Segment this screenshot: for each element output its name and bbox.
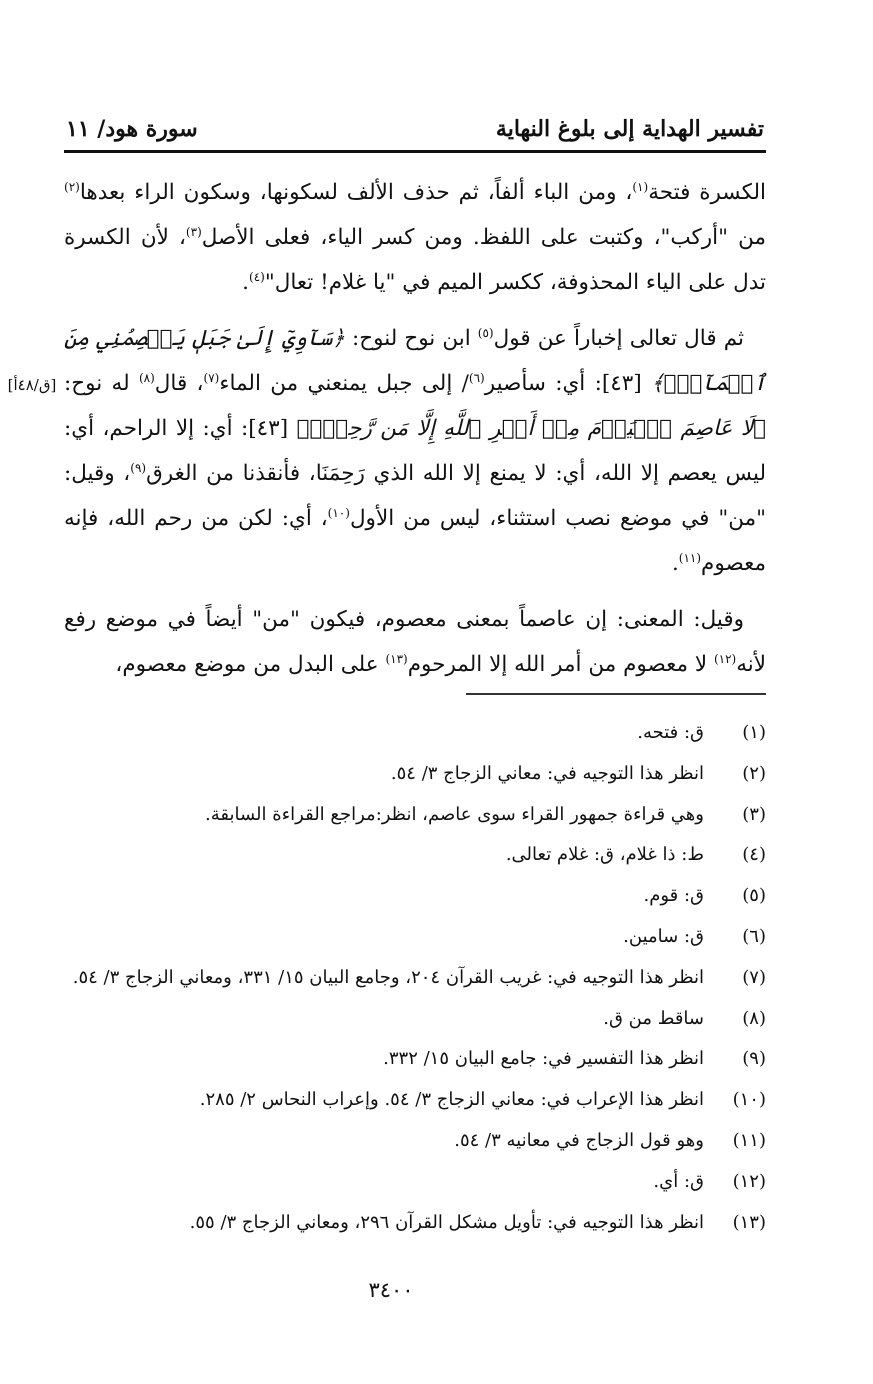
footnote-text: ق: فتحه. (637, 722, 704, 743)
running-header (66, 112, 764, 146)
footnote-text: انظر هذا التوجيه في: تأويل مشكل القرآن ٢٩٦، ومعاني الزجاج ٣/ ٥٥. (189, 1211, 704, 1233)
footnote-marker: (٤) (249, 269, 265, 284)
footnote-marker: (٣) (185, 224, 202, 239)
text-segment: ثم قال تعالى إخباراً عن قول (493, 326, 744, 351)
footnote-number: (٦) (742, 925, 766, 947)
text-segment: ، وقيل: "من" في موضع نصب استثناء، ليس من الأول (64, 461, 766, 531)
text-segment: ، لأن الكسرة تدل على الياء المحذوفة، ككسر الميم في "يا غلام! تعال" (64, 225, 766, 295)
footnote-marker: (٨) (138, 370, 155, 385)
text-segment: له نوح: (64, 371, 139, 396)
footnote-text: ساقط من ق. (603, 1007, 704, 1029)
text-segment: الكسرة فتحة (648, 180, 766, 205)
footnote-item (90, 763, 766, 804)
footnote-item (90, 1048, 766, 1089)
footnote-text: انظر هذا التوجيه في: غريب القرآن ٢٠٤، وجامع البيان ١٥/ ٣٣١، ومعاني الزجاج ٣/ ٥٤. (72, 966, 704, 988)
footnote-text: ط: ذا غلام، ق: غلام تعالى. (505, 844, 704, 866)
footnote-item (90, 1171, 766, 1212)
footnote-number: (١) (742, 722, 766, 743)
paragraph (64, 316, 766, 586)
text-segment: [٤٣]: أي: إلا الراحم، أي: ليس يعصم إلا الله، أي: لا يمنع إلا الله الذي رَحِمَنَا، فأنقذنا من الغرق (64, 416, 766, 486)
footnote-number: (١٠) (732, 1089, 766, 1111)
footnote-marker: (٦) (468, 370, 485, 385)
footnote-text: انظر هذا التوجيه في: معاني الزجاج ٣/ ٥٤. (390, 762, 704, 784)
footnote-number: (٩) (742, 1048, 766, 1070)
footnote-marker: (١) (632, 179, 649, 194)
surah-label: سورة هود/ ١١ (66, 116, 198, 142)
footnote-item (90, 1212, 766, 1253)
footnote-number: (٨) (742, 1007, 766, 1029)
footnote-item (72, 966, 766, 1008)
margin-manuscript-ref: [ق/٤٨أ] (7, 376, 57, 394)
page-number: ٣٤٠٠ (368, 1278, 414, 1302)
footnote-marker: (١٣) (385, 651, 408, 666)
footnote-number: (٥) (742, 885, 766, 907)
footnote-item (90, 885, 766, 926)
quran-quote: ﴿سَآوِيٓ إِلَىٰ جَبَلٖ يَعۡصِمُنِي مِنَ ٱلۡمَآءِۚ﴾ (64, 326, 766, 396)
footnote-marker: (١٠) (327, 505, 350, 520)
footnote-marker: (٩) (130, 460, 147, 475)
text-segment: من "أركب"، وكتبت على اللفظ. ومن كسر الياء، فعلى الأصل (201, 225, 766, 250)
text-segment: ، أي: لكن من رحم الله، فإنه معصوم (64, 506, 766, 576)
footnote-text: وهو قول الزجاج في معانيه ٣/ ٥٤. (454, 1129, 704, 1151)
footnote-text: ق: قوم. (643, 885, 704, 907)
footnote-number: (١٢) (732, 1170, 766, 1192)
footnote-marker: (٢) (64, 179, 80, 194)
text-segment: [٤٣]: أي: سأصير (484, 371, 652, 396)
paragraph (64, 597, 766, 687)
quran-quote: ﴿لَا عَاصِمَ ٱلۡيَوۡمَ مِنۡ أَمۡرِ ٱللَّهِ إِلَّا مَن رَّحِمَۚ﴾ (296, 416, 766, 441)
footnote-separator (466, 693, 766, 695)
header-rule (64, 150, 766, 153)
footnote-number: (٣) (742, 803, 766, 825)
text-segment: . (242, 270, 250, 295)
footnote-item (90, 926, 766, 967)
text-segment: . (671, 551, 679, 576)
footnote-item (90, 844, 766, 885)
footnote-text: ق: سامين. (623, 925, 704, 947)
footnote-number: (١١) (732, 1129, 766, 1151)
footnote-number: (٧) (742, 966, 766, 988)
footnote-item (90, 804, 766, 845)
text-segment: / إلى جبل يمنعني من الماء (219, 371, 469, 396)
footnote-marker: (١١) (678, 550, 702, 565)
footnote-item (90, 722, 766, 763)
footnotes (72, 722, 766, 1252)
text-segment: ، قال (154, 371, 204, 396)
footnote-item (90, 1008, 766, 1049)
paragraph (64, 170, 766, 305)
footnote-item (90, 1130, 766, 1171)
footnote-number: (٢) (742, 762, 766, 784)
footnote-text: انظر هذا التفسير في: جامع البيان ١٥/ ٣٣٢. (383, 1048, 704, 1070)
text-segment: ، ومن الباء ألفاً، ثم حذف الألف لسكونها، وسكون الراء بعدها (79, 180, 633, 205)
footnote-marker: (٥) (477, 325, 494, 340)
book-title: تفسير الهداية إلى بلوغ النهاية (495, 116, 764, 142)
footnote-marker: (٧) (203, 370, 220, 385)
footnote-number: (٤) (742, 844, 766, 866)
text-segment: لا معصوم من أمر الله إلا المرحوم (407, 652, 714, 677)
footnote-text: ق: أي. (653, 1170, 704, 1192)
text-segment: ابن نوح لنوح: (344, 326, 478, 351)
footnote-text: وهي قراءة جمهور القراء سوى عاصم، انظر:مراجع القراءة السابقة. (205, 803, 704, 825)
footnote-item (90, 1089, 766, 1130)
text-segment: على البدل من موضع معصوم، (115, 652, 386, 677)
text-segment: وقيل: المعنى: إن عاصماً بمعنى معصوم، فيكون "من" أيضاً في موضع رفع لأنه (64, 607, 766, 677)
footnote-text: انظر هذا الإعراب في: معاني الزجاج ٣/ ٥٤. وإعراب النحاس ٢/ ٢٨٥. (199, 1089, 704, 1111)
footnote-number: (١٣) (732, 1211, 766, 1233)
footnote-marker: (١٢) (713, 651, 737, 666)
main-text (64, 170, 766, 687)
